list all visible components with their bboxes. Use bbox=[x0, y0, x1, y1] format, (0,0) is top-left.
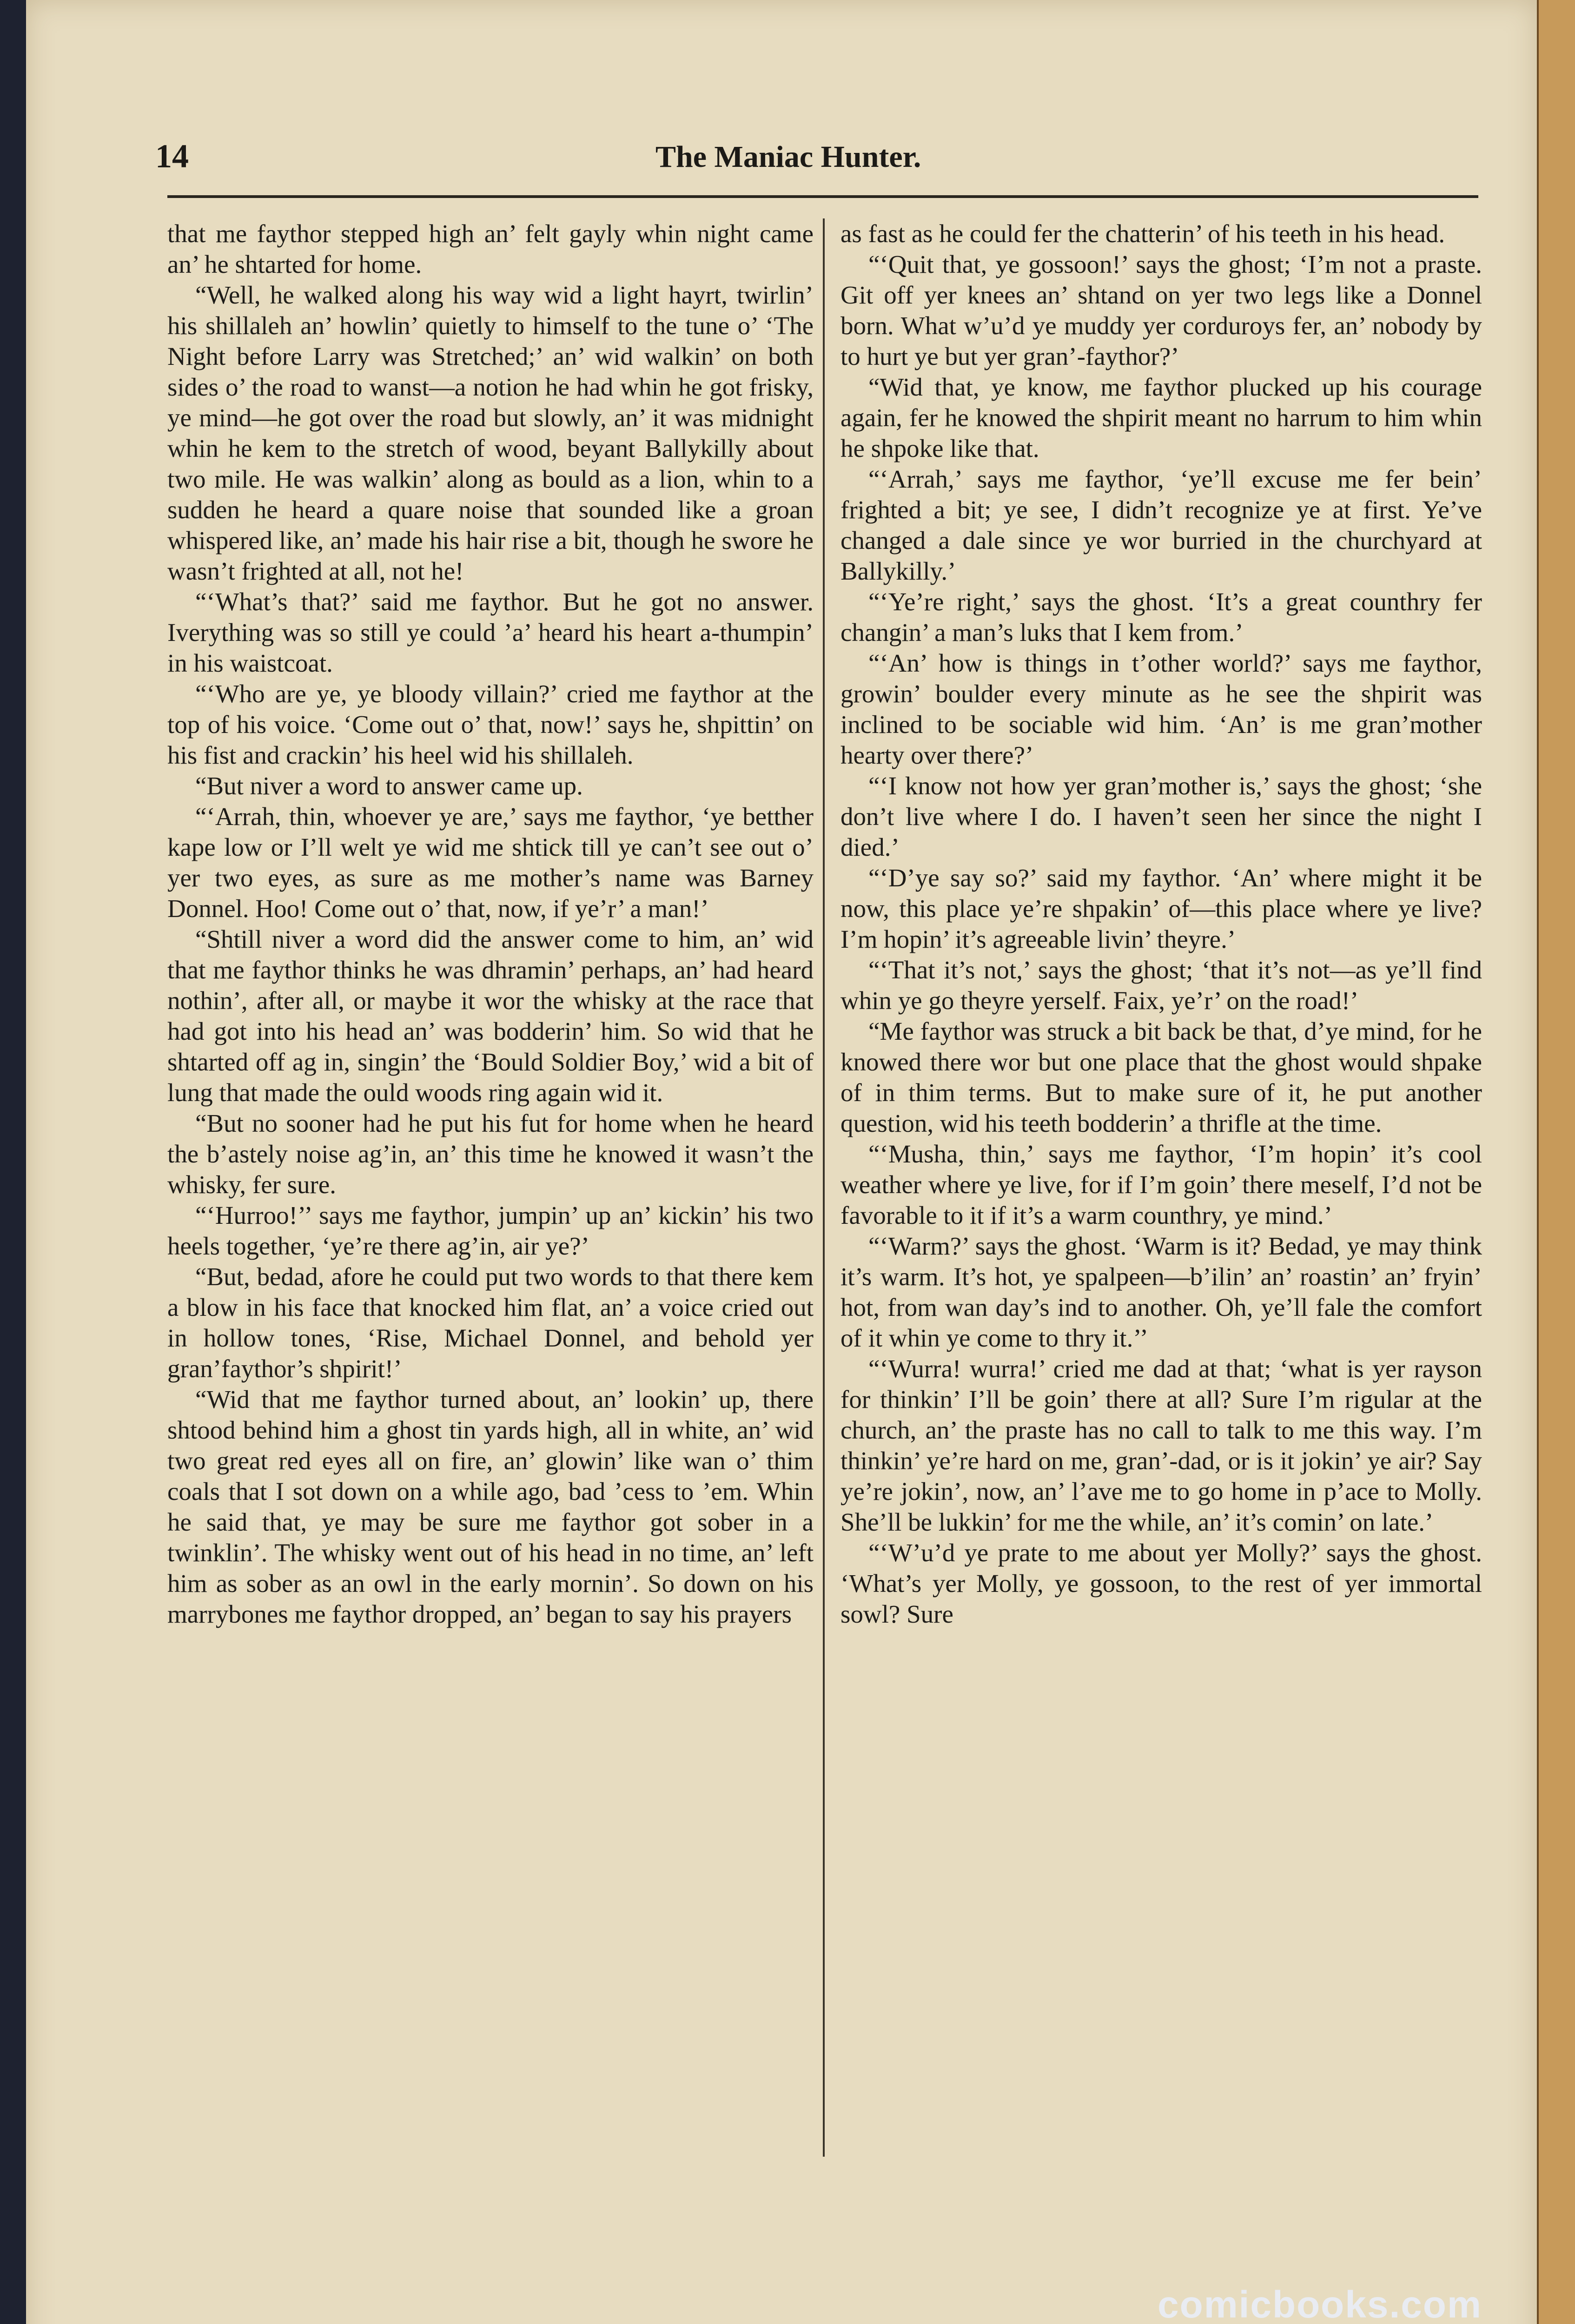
right-column bbox=[840, 218, 1482, 1630]
page-edge bbox=[1537, 0, 1575, 2324]
paragraph: “‘Hurroo!’’ says me faythor, jumpin’ up an’ kickin’ his two heels together, ‘ye’re there ag’in, air ye?’ bbox=[167, 1201, 814, 1260]
paragraph: “Wid that me faythor turned about, an’ lookin’ up, there shtood behind him a ghost tin yards high, all in white, an’ wid two great red eyes all on fire, an’ glowin’ like wan o’ thim coals that I sot down on a while ago, bad ’cess to ’em. Whin he said that, ye may be sure me faythor got sober in a twinklin’. The whisky went out of his head in no time, an’ left him as sober as an owl in the early mornin’. So down on his marrybones me faythor dropped, an’ began to say his prayers bbox=[167, 1385, 814, 1628]
paragraph: that me faythor stepped high an’ felt gayly whin night came an’ he shtarted for home. bbox=[167, 219, 814, 278]
paragraph: “Me faythor was struck a bit back be that, d’ye mind, for he knowed there wor but one place that the ghost would shpake of in thim terms. But to make sure of it, he put another question, wid his teeth bodderin’ a thrifle at the time. bbox=[840, 1017, 1482, 1137]
paragraph: “‘An’ how is things in t’other world?’ says me faythor, growin’ boulder every minute as he see the shpirit was inclined to be sociable wid him. ‘An’ is me gran’mother hearty over there?’ bbox=[840, 649, 1482, 769]
paragraph: “‘D’ye say so?’ said my faythor. ‘An’ where might it be now, this place ye’re shpakin’ of—this place where ye live? I’m hopin’ it’s agreeable livin’ theyre.’ bbox=[840, 864, 1482, 953]
running-title: The Maniac Hunter. bbox=[655, 140, 921, 174]
paragraph: “‘Warm?’ says the ghost. ‘Warm is it? Bedad, ye may think it’s warm. It’s hot, ye spalpeen—b’ilin’ an’ roastin’ an’ fryin’ hot, from wan day’s ind to another. Oh, ye’ll fale the comfort of it whin ye come to thry it.’’ bbox=[840, 1232, 1482, 1352]
paragraph: “‘Musha, thin,’ says me faythor, ‘I’m hopin’ it’s cool weather where ye live, for if I’m goin’ there meself, I’d not be favorable to it if it’s a warm counthry, ye mind.’ bbox=[840, 1140, 1482, 1229]
paragraph: “‘Ye’re right,’ says the ghost. ‘It’s a great counthry fer changin’ a man’s luks that I kem from.’ bbox=[840, 588, 1482, 647]
paragraph: “‘Arrah,’ says me faythor, ‘ye’ll excuse me fer bein’ frighted a bit; ye see, I didn’t recognize ye at first. Ye’ve changed a dale since ye wor burried in the churchyard at Ballykilly.’ bbox=[840, 465, 1482, 585]
paragraph: “‘Wurra! wurra!’ cried me dad at that; ‘what is yer rayson for thinkin’ I’ll be goin’ there at all? Sure I’m rigular at the church, an’ the praste has no call to talk to me this way. I’m thinkin’ ye’re hard on me, gran’-dad, or is it jokin’ ye air? Say ye’re jokin’, now, an’ l’ave me to go home in p’ace to Molly. She’ll be lukkin’ for me the while, an’ it’s comin’ on late.’ bbox=[840, 1354, 1482, 1536]
paragraph: “Well, he walked along his way wid a light hayrt, twirlin’ his shillaleh an’ howlin’ quietly to himself to the tune o’ ‘The Night before Larry was Stretched;’ an’ wid walkin’ on both sides o’ the road to wanst—a notion he had whin he got frisky, ye mind—he got over the road but slowly, an’ it was midnight whin he kem to the stretch of wood, beyant Ballykilly about two mile. He was walkin’ along as bould as a lion, whin to a sudden he heard a quare noise that sounded like a groan whispered like, an’ made his hair rise a bit, though he swore he wasn’t frighted at all, not he! bbox=[167, 281, 814, 585]
paragraph: “But niver a word to answer came up. bbox=[195, 772, 583, 800]
header-rule bbox=[167, 195, 1478, 198]
paragraph: “‘That it’s not,’ says the ghost; ‘that it’s not—as ye’ll find whin ye go theyre yerself. Faix, ye’r’ on the road!’ bbox=[840, 956, 1482, 1015]
paragraph: “‘Who are ye, ye bloody villain?’ cried me faythor at the top of his voice. ‘Come out o’ that, now!’ says he, shpittin’ on his fist and crackin’ his heel wid his shillaleh. bbox=[167, 680, 814, 769]
paragraph: as fast as he could fer the chatterin’ of his teeth in his head. bbox=[840, 219, 1445, 248]
paragraph: “But no sooner had he put his fut for home when he heard the b’astely noise ag’in, an’ this time he knowed it wasn’t the whisky, fer sure. bbox=[167, 1109, 814, 1199]
left-column bbox=[167, 218, 814, 1630]
paragraph: “‘W’u’d ye prate to me about yer Molly?’ says the ghost. ‘What’s yer Molly, ye gossoon, to the rest of yer immortal sowl? Sure bbox=[840, 1538, 1482, 1628]
column-rule bbox=[823, 218, 825, 2157]
paragraph: “‘I know not how yer gran’mother is,’ says the ghost; ‘she don’t live where I do. I haven’t seen her since the night I died.’ bbox=[840, 772, 1482, 861]
paragraph: “But, bedad, afore he could put two words to that there kem a blow in his face that knocked him flat, an’ a voice cried out in hollow tones, ‘Rise, Michael Donnel, and behold yer gran’faythor’s shpirit!’ bbox=[167, 1262, 814, 1383]
paragraph: “‘Arrah, thin, whoever ye are,’ says me faythor, ‘ye betther kape low or I’ll welt ye wid me shtick till ye can’t see out o’ yer two eyes, as sure as me mother’s name was Barney Donnel. Hoo! Come out o’ that, now, if ye’r’ a man!’ bbox=[167, 802, 814, 923]
paragraph: “‘What’s that?’ said me faythor. But he got no answer. Iverything was so still ye could ’a’ heard his heart a-thumpin’ in his waistcoat. bbox=[167, 588, 814, 677]
page-number: 14 bbox=[155, 138, 189, 175]
watermark: comicbooks.com bbox=[1158, 2284, 1482, 2324]
paragraph: “‘Quit that, ye gossoon!’ says the ghost; ‘I’m not a praste. Git off yer knees an’ shtand on yer two legs like a Donnel born. What w’u’d ye muddy yer corduroys fer, an’ nobody by to hurt ye but yer gran’-faythor?’ bbox=[840, 250, 1482, 370]
paragraph: “Wid that, ye know, me faythor plucked up his courage again, fer he knowed the shpirit meant no harrum to him whin he shpoke like that. bbox=[840, 373, 1482, 462]
paragraph: “Shtill niver a word did the answer come to him, an’ wid that me faythor thinks he was dhramin’ perhaps, an’ had heard nothin’, after all, or maybe it wor the whisky at the race that had got into his head an’ was bodderin’ him. So wid that he shtarted off ag in, singin’ the ‘Bould Soldier Boy,’ wid a bit of lung that made the ould woods ring again wid it. bbox=[167, 925, 814, 1107]
